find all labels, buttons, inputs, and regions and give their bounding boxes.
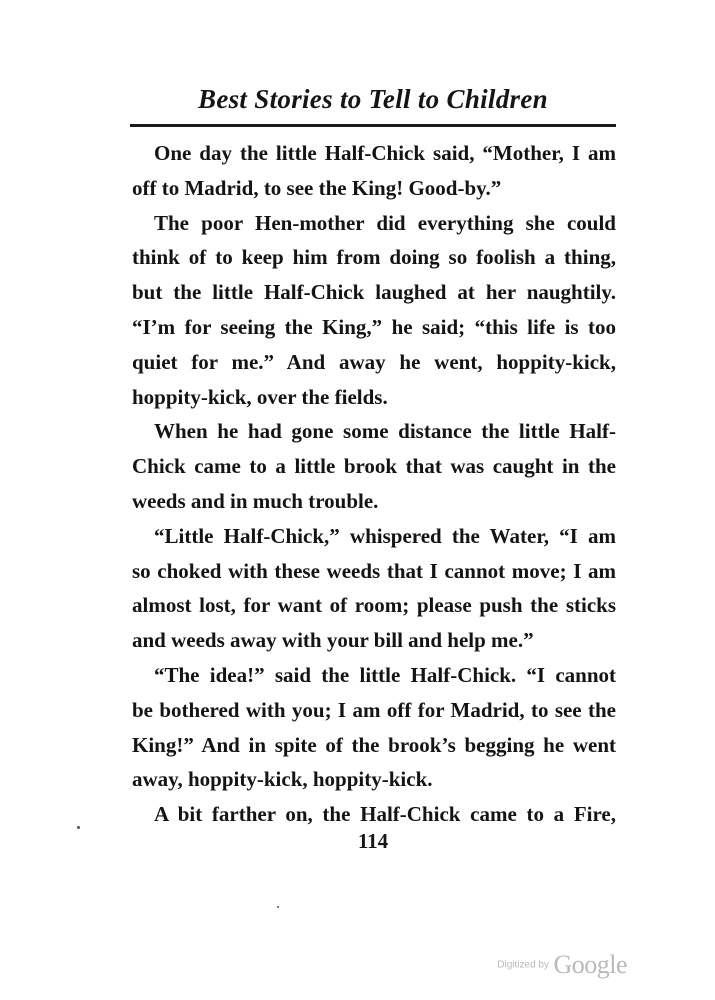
scan-speck xyxy=(77,826,80,829)
scan-speck xyxy=(277,906,279,908)
text-line: The poor Hen-mother did everything she could xyxy=(154,210,616,235)
text-line: almost lost, for want of room; please push the sticks xyxy=(132,593,616,618)
paragraph xyxy=(132,519,616,658)
text-line: “Little Half-Chick,” whispered the Water, “I am xyxy=(154,523,616,548)
text-line: “I’m for seeing the King,” he said; “this life is too xyxy=(132,314,616,339)
paragraph xyxy=(132,414,616,518)
text-line: quiet for me.” And away he went, hoppity-kick, xyxy=(132,349,616,374)
header-rule xyxy=(130,124,616,127)
text-line: think of to keep him from doing so foolish a thing, xyxy=(132,245,616,270)
text-line: “The idea!” said the little Half-Chick. “I cannot xyxy=(154,662,616,687)
digitized-by-google-watermark xyxy=(497,950,627,980)
text-line: away, hoppity-kick, hoppity-kick. xyxy=(132,767,433,792)
text-line: and weeds away with your bill and help me.” xyxy=(132,628,534,653)
text-line: so choked with these weeds that I cannot move; I am xyxy=(132,558,616,583)
text-line: A bit farther on, the Half-Chick came to a Fire, xyxy=(154,802,616,827)
text-line: weeds and in much trouble. xyxy=(132,488,379,513)
text-line: Chick came to a little brook that was caught in the xyxy=(132,454,616,479)
text-line: One day the little Half-Chick said, “Mother, I am xyxy=(154,141,616,165)
text-line: King!” And in spite of the brook’s begging he went xyxy=(132,732,616,757)
paragraph xyxy=(132,136,616,206)
text-line: but the little Half-Chick laughed at her naughtily. xyxy=(132,280,616,305)
paragraph xyxy=(132,658,616,797)
text-line: When he had gone some distance the little Half- xyxy=(154,419,616,444)
google-logo: Google xyxy=(553,950,627,979)
text-line: off to Madrid, to see the King! Good-by.” xyxy=(132,175,502,200)
text-line: be bothered with you; I am off for Madrid, to see the xyxy=(132,697,616,722)
page-number: 114 xyxy=(357,829,389,853)
paragraph xyxy=(132,797,616,832)
running-header: Best Stories to Tell to Children xyxy=(198,84,548,114)
text-line: hoppity-kick, over the fields. xyxy=(132,384,388,409)
watermark-prefix: Digitized by xyxy=(497,959,549,971)
paragraph xyxy=(132,206,616,415)
body-text xyxy=(132,136,616,832)
